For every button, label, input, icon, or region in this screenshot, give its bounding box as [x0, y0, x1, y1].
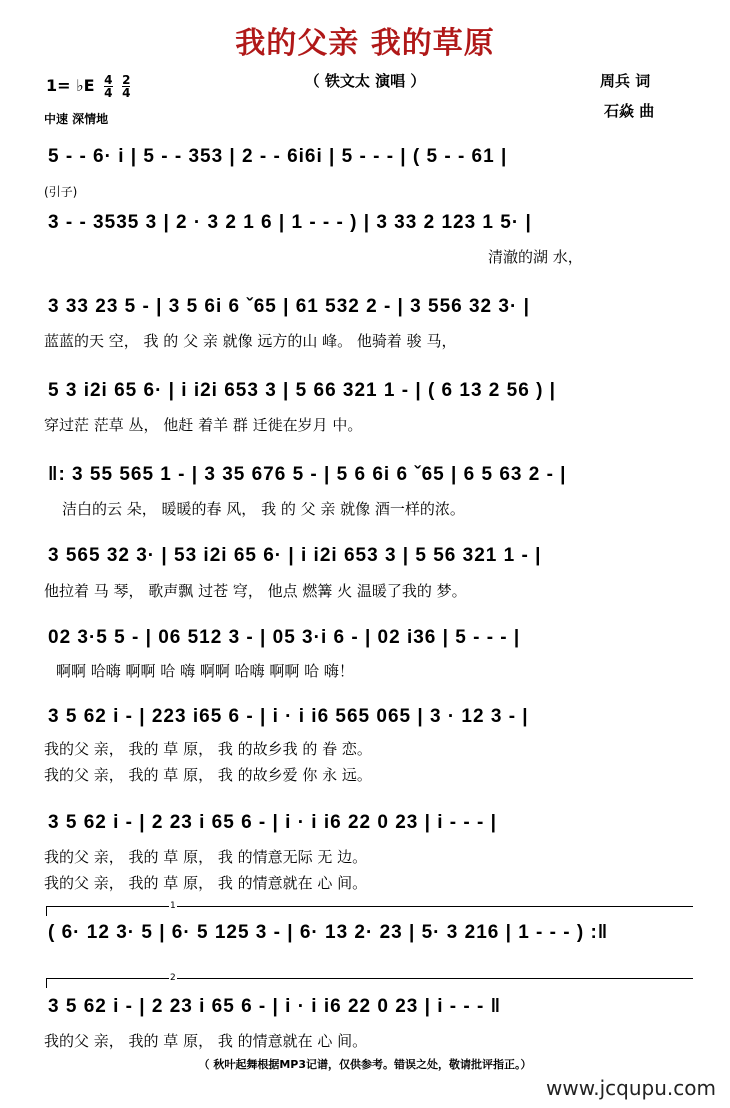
lyric-row-3: 蓝蓝的天 空， 我 的 父 亲 就像 远方的山 峰。 他骑着 骏 马，	[44, 332, 457, 350]
time-sig-2-num: 2	[122, 73, 131, 87]
score-row-2: 3 - - 3535 3 | 2 · 3 2 1 6 | 1 - - - ) | 3 33 2 123 1 5· |	[48, 212, 532, 233]
lyric-row-2: 清澈的湖 水，	[488, 248, 583, 266]
lyric-row-8a: 我的父 亲， 我的 草 原， 我 的故乡我 的 眷 恋。	[44, 740, 372, 758]
website-watermark: www.jcqupu.com	[546, 1076, 716, 1100]
score-row-5: ‖: 3 55 565 1 - | 3 35 676 5 - | 5 6 6i 6 ˇ65 | 6 5 63 2 - |	[48, 464, 567, 485]
score-row-11: 3 5 62 i - | 2 23 i 65 6 - | i · i i6 22 0 23 | i - - - ‖	[48, 996, 502, 1017]
time-signature-2	[122, 74, 130, 99]
key-signature	[46, 74, 130, 99]
volta-1-number: 1	[170, 901, 176, 911]
score-row-7: 02 3·5 5 - | 06 512 3 - | 05 3·i 6 - | 02 i36 | 5 - - - |	[48, 627, 521, 648]
score-row-3: 3 33 23 5 - | 3 5 6i 6 ˇ65 | 61 532 2 - | 3 556 32 3· |	[48, 296, 530, 317]
singer-credit: （ 铁文太 演唱 ）	[304, 72, 426, 90]
composer-credit: 石焱 曲	[604, 102, 655, 120]
lyric-row-9b: 我的父 亲， 我的 草 原， 我 的情意就在 心 间。	[44, 874, 368, 892]
time-signature-1	[104, 74, 112, 99]
key-label: 1= ♭E	[46, 76, 95, 95]
score-row-6: 3 565 32 3· | 53 i2i 65 6· | i i2i 653 3 | 5 56 321 1 - |	[48, 545, 542, 566]
lyric-row-9a: 我的父 亲， 我的 草 原， 我 的情意无际 无 边。	[44, 848, 368, 866]
time-sig-1-den: 4	[104, 86, 113, 100]
lyricist-credit: 周兵 词	[600, 72, 651, 90]
tempo-marking: 中速 深情地	[44, 112, 109, 126]
volta-bracket-1	[46, 901, 693, 916]
lyric-row-6: 他拉着 马 琴， 歌声飘 过苍 穹， 他点 燃篝 火 温暖了我的 梦。	[44, 582, 467, 600]
volta-bracket-2	[46, 973, 693, 988]
score-row-10: ( 6· 12 3· 5 | 6· 5 125 3 - | 6· 13 2· 23 | 5· 3 216 | 1 - - - ) :‖	[48, 922, 609, 943]
song-title: 我的父亲 我的草原	[235, 26, 495, 61]
time-sig-2-den: 4	[122, 86, 131, 100]
score-row-1: 5 - - 6· i | 5 - - 353 | 2 - - 6i6i | 5 - - - | ( 5 - - 61 |	[48, 146, 508, 167]
time-sig-1-num: 4	[104, 73, 113, 87]
lyric-row-11: 我的父 亲， 我的 草 原， 我 的情意就在 心 间。	[44, 1032, 368, 1050]
score-row-8: 3 5 62 i - | 223 i65 6 - | i · i i6 565 065 | 3 · 12 3 - |	[48, 706, 529, 727]
score-row-4: 5 3 i2i 65 6· | i i2i 653 3 | 5 66 321 1 - | ( 6 13 2 56 ) |	[48, 380, 556, 401]
footer-note: （ 秋叶起舞根据MP3记谱，仅供参考。错误之处，敬请批评指正。）	[198, 1058, 532, 1071]
lyric-row-4: 穿过茫 茫草 丛， 他赶 着羊 群 迁徙在岁月 中。	[44, 416, 363, 434]
score-row-9: 3 5 62 i - | 2 23 i 65 6 - | i · i i6 22 0 23 | i - - - |	[48, 812, 497, 833]
lyric-row-5: 洁白的云 朵， 暖暖的春 风， 我 的 父 亲 就像 酒一样的浓。	[62, 500, 465, 518]
lyric-row-7: 啊啊 哈嗨 啊啊 哈 嗨 啊啊 哈嗨 啊啊 哈 嗨！	[56, 662, 354, 680]
volta-2-number: 2	[170, 973, 176, 983]
lyric-row-8b: 我的父 亲， 我的 草 原， 我 的故乡爱 你 永 远。	[44, 766, 372, 784]
intro-label: (引子)	[44, 185, 78, 199]
